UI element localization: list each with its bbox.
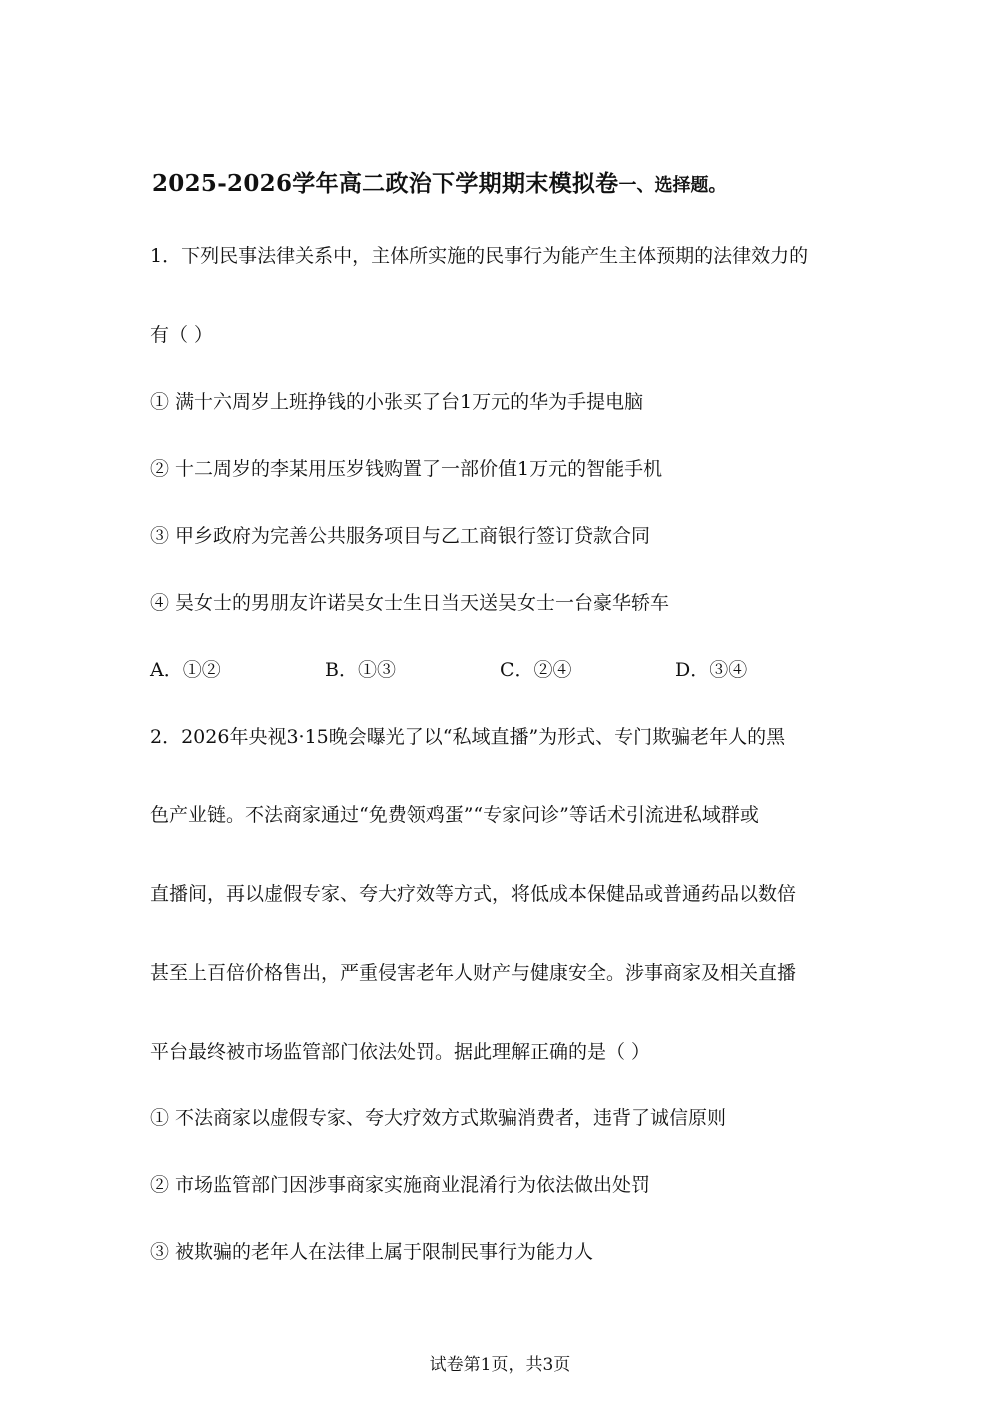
q2-item-1: ① 不法商家以虚假专家、夸大疗效方式欺骗消费者，违背了诚信原则 [150, 1107, 727, 1129]
exam-title: 2025-2026学年高二政治下学期期末模拟卷 [152, 170, 619, 197]
q2-item-2: ② 市场监管部门因涉事商家实施商业混淆行为依法做出处罚 [150, 1174, 651, 1196]
q1-option-b: B．①③ [325, 659, 396, 681]
q2-stem-line-5: 平台最终被市场监管部门依法处罚。据此理解正确的是（ ） [150, 1041, 651, 1063]
q1-option-d: D．③④ [675, 659, 748, 681]
q1-item-1: ① 满十六周岁上班挣钱的小张买了台1万元的华为手提电脑 [150, 391, 644, 413]
page-footer: 试卷第1页，共3页 [429, 1355, 571, 1375]
q1-item-4: ④ 吴女士的男朋友许诺吴女士生日当天送吴女士一台豪华轿车 [150, 592, 670, 614]
q2-item-3: ③ 被欺骗的老年人在法律上属于限制民事行为能力人 [150, 1241, 594, 1263]
q2-stem-line-4: 甚至上百倍价格售出，严重侵害老年人财产与健康安全。涉事商家及相关直播 [150, 962, 797, 984]
q1-answer-options [150, 655, 850, 685]
q1-option-c: C．②④ [500, 659, 572, 681]
q2-stem-line-2: 色产业链。不法商家通过“免费领鸡蛋”“专家问诊”等话术引流进私域群或 [150, 804, 759, 826]
q1-stem-line-1: 1．下列民事法律关系中，主体所实施的民事行为能产生主体预期的法律效力的 [150, 245, 809, 267]
q2-stem-line-3: 直播间，再以虚假专家、夸大疗效等方式，将低成本保健品或普通药品以数倍 [150, 883, 797, 905]
q1-item-2: ② 十二周岁的李某用压岁钱购置了一部价值1万元的智能手机 [150, 458, 663, 480]
q1-item-3: ③ 甲乡政府为完善公共服务项目与乙工商银行签订贷款合同 [150, 525, 651, 547]
q2-stem-line-1: 2．2026年央视3·15晚会曝光了以“私域直播”为形式、专门欺骗老年人的黑 [150, 726, 786, 748]
q1-stem-line-2: 有（ ） [150, 324, 214, 346]
page-title [152, 168, 726, 202]
q1-option-a: A．①② [150, 659, 221, 681]
section-heading: 一、选择题。 [618, 175, 727, 196]
